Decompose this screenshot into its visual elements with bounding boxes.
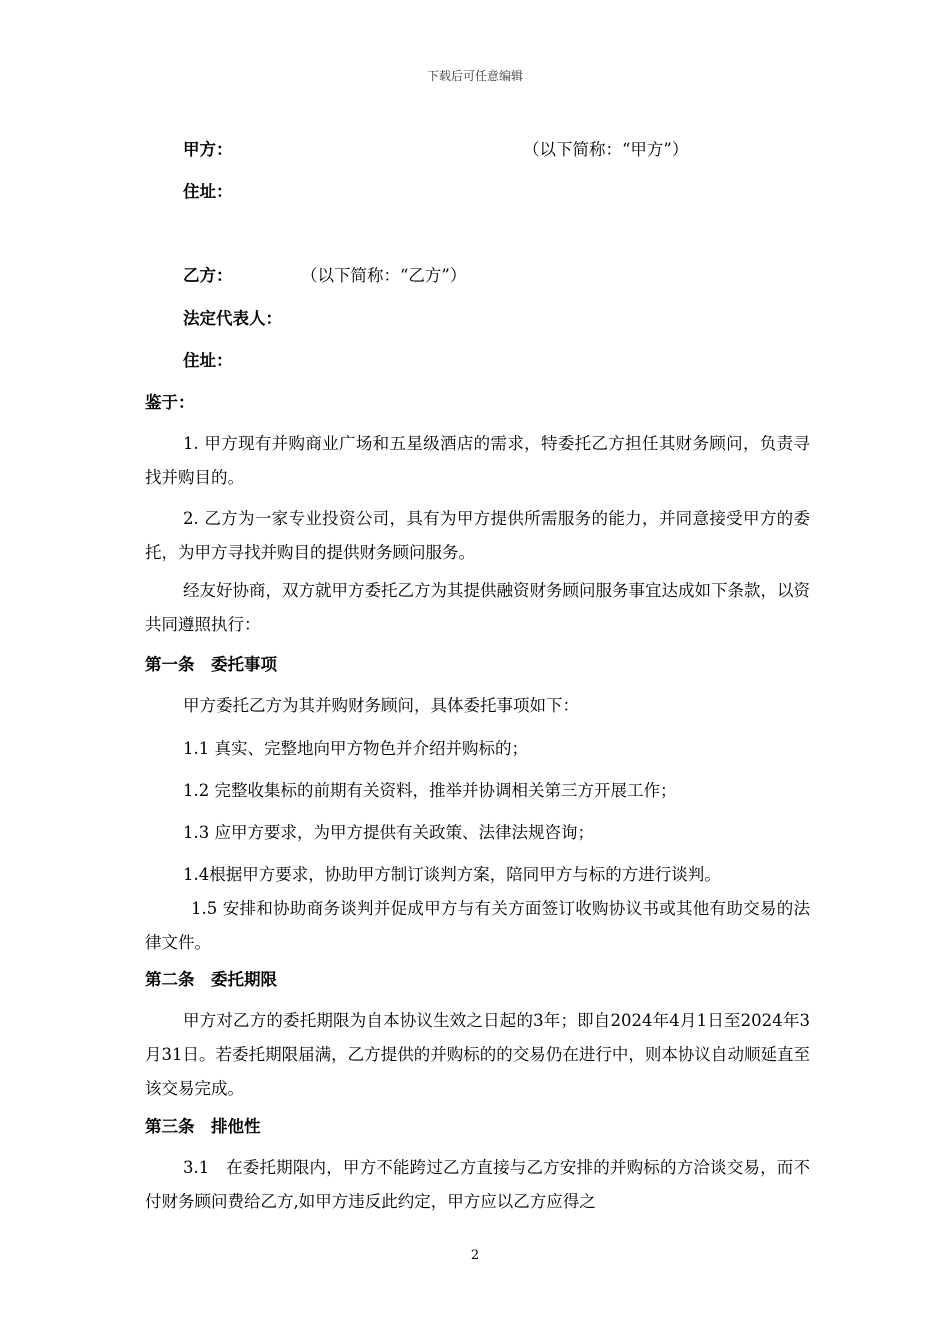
article-1-item-1: 1.1 真实、完整地向甲方物色并介绍并购标的； <box>183 739 528 758</box>
party-b-label: 乙方： <box>183 266 233 285</box>
article-2-text: 甲方对乙方的委托期限为自本协议生效之日起的3年；即自2024年4月1日至2024年3月31日。若委托期限届满，乙方提供的并购标的的交易仍在进行中，则本协议自动顺延直至该交易完成。 <box>145 1011 810 1098</box>
party-a-address-label: 住址： <box>183 182 233 201</box>
page-number: 2 <box>470 1248 480 1263</box>
article-1-item-4: 1.4根据甲方要求，协助甲方制订谈判方案，陪同甲方与标的方进行谈判。 <box>183 865 721 884</box>
whereas-heading: 鉴于： <box>145 393 195 412</box>
whereas-item-2: 2. 乙方为一家专业投资公司，具有为甲方提供所需服务的能力，并同意接受甲方的委托，为甲方寻找并购目的提供财务顾问服务。 <box>145 509 810 562</box>
header-note: 下载后可任意编辑 <box>426 69 523 83</box>
party-b-alias: （以下简称：“乙方”） <box>301 266 467 285</box>
article-3-heading: 第三条 排他性 <box>145 1117 261 1136</box>
party-b-rep-label: 法定代表人： <box>183 309 282 328</box>
article-1-item-5: 1.5 安排和协助商务谈判并促成甲方与有关方面签订收购协议书或其他有助交易的法律文件。 <box>145 899 810 952</box>
article-1-heading: 第一条 委托事项 <box>145 655 277 674</box>
whereas-item-1: 1. 甲方现有并购商业广场和五星级酒店的需求，特委托乙方担任其财务顾问，负责寻找并购目的。 <box>145 434 810 487</box>
article-3-text: 3.1 在委托期限内，甲方不能跨过乙方直接与乙方安排的并购标的方洽谈交易，而不付财务顾问费给乙方,如甲方违反此约定，甲方应以乙方应得之 <box>145 1158 810 1211</box>
article-2-heading: 第二条 委托期限 <box>145 970 277 989</box>
article-1-item-3: 1.3 应甲方要求，为甲方提供有关政策、法律法规咨询； <box>183 823 594 842</box>
party-a-label: 甲方： <box>183 140 233 159</box>
agreement-text: 经友好协商，双方就甲方委托乙方为其提供融资财务顾问服务事宜达成如下条款，以资共同遵照执行： <box>145 581 810 634</box>
party-b-address-label: 住址： <box>183 351 233 370</box>
party-a-alias: （以下简称：“甲方”） <box>523 140 689 159</box>
article-1-intro: 甲方委托乙方为其并购财务顾问，具体委托事项如下： <box>183 696 579 715</box>
article-1-item-2: 1.2 完整收集标的前期有关资料，推举并协调相关第三方开展工作； <box>183 781 677 800</box>
